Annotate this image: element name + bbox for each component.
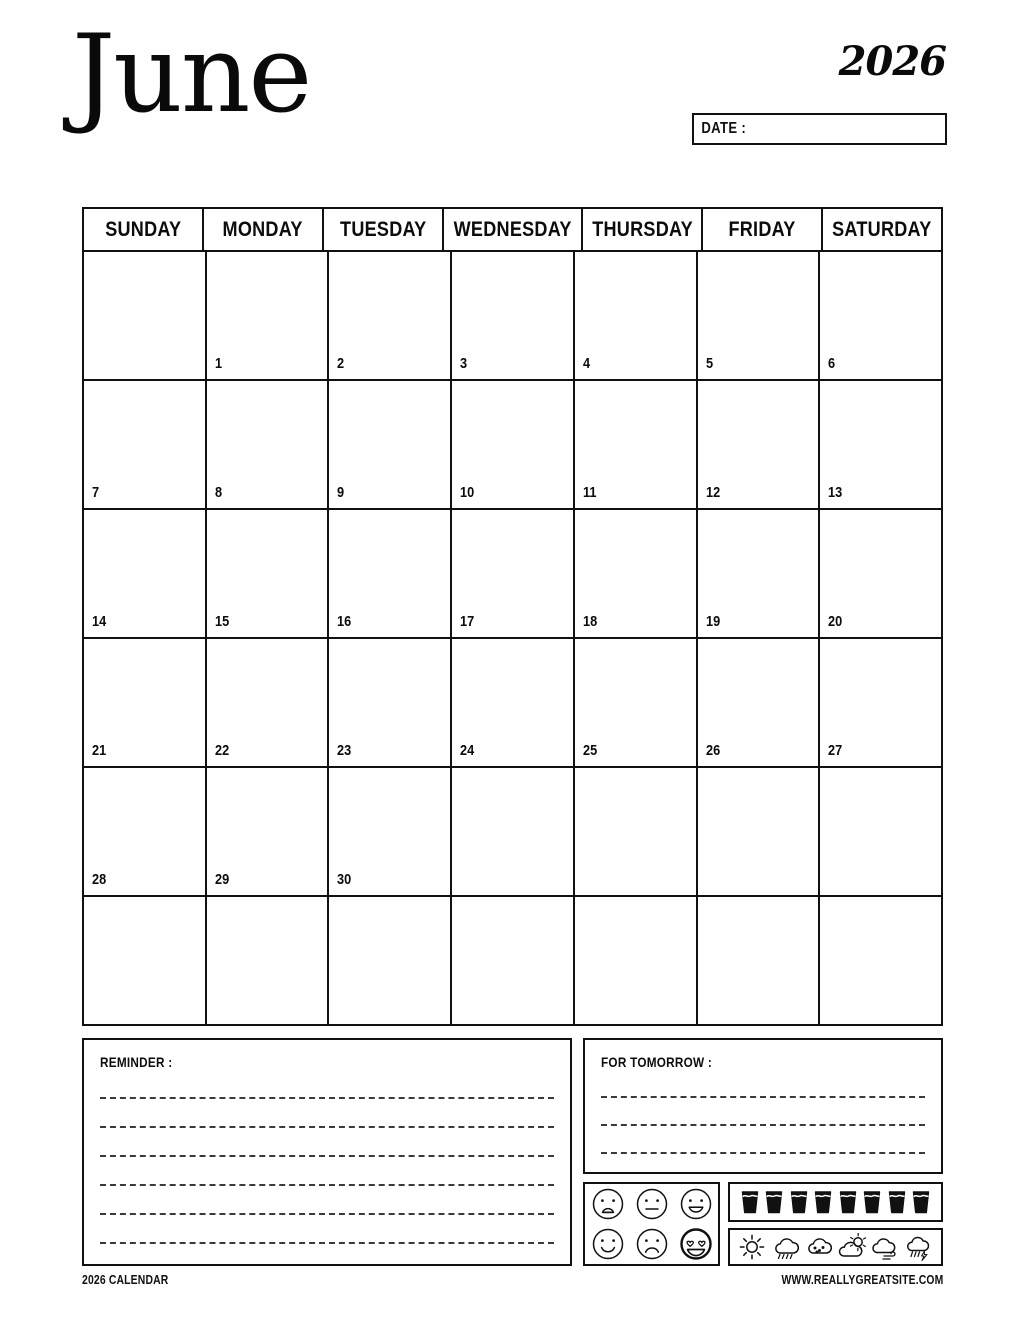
day-number: 21 <box>92 742 107 759</box>
calendar-day-cell[interactable] <box>84 897 207 1026</box>
page-footer <box>82 1272 943 1287</box>
wind-cloud-icon[interactable] <box>870 1233 900 1261</box>
mood-face-grid <box>588 1185 716 1263</box>
day-number: 15 <box>214 613 229 630</box>
day-number: 26 <box>705 742 720 759</box>
reminder-write-line[interactable] <box>100 1184 554 1186</box>
reminder-write-line[interactable] <box>100 1213 554 1215</box>
reminder-title: REMINDER : <box>100 1054 173 1070</box>
day-number: 7 <box>92 484 100 501</box>
water-glass-icon[interactable] <box>764 1189 784 1215</box>
water-glass-icon[interactable] <box>789 1189 809 1215</box>
water-glass-icon[interactable] <box>887 1189 907 1215</box>
calendar-day-cell[interactable] <box>207 381 330 510</box>
calendar-day-cell[interactable] <box>452 252 575 381</box>
weekday-header-cell <box>583 209 703 252</box>
day-number: 10 <box>460 484 475 501</box>
weekday-label: SUNDAY <box>104 217 182 241</box>
day-number: 12 <box>705 484 720 501</box>
sun-behind-cloud-icon[interactable] <box>837 1233 867 1261</box>
day-number: 1 <box>214 355 222 372</box>
calendar-day-cell[interactable] <box>820 897 943 1026</box>
calendar-day-cell[interactable] <box>329 381 452 510</box>
calendar-day-cell[interactable] <box>452 897 575 1026</box>
calendar-header-row <box>84 209 943 252</box>
calendar-day-cell[interactable] <box>207 510 330 639</box>
for-tomorrow-title: FOR TOMORROW : <box>601 1054 713 1070</box>
calendar-day-cell[interactable] <box>84 639 207 768</box>
reminder-write-line[interactable] <box>100 1097 554 1099</box>
date-input-field[interactable] <box>692 113 947 145</box>
calendar-day-cell[interactable] <box>698 510 821 639</box>
calendar-day-cell[interactable] <box>452 381 575 510</box>
footer-right-text: WWW.REALLYGREATSITE.COM <box>781 1272 943 1287</box>
footer-left-text: 2026 CALENDAR <box>82 1272 169 1287</box>
weekday-header-cell <box>703 209 823 252</box>
day-number: 23 <box>337 742 352 759</box>
calendar-day-cell[interactable] <box>575 897 698 1026</box>
calendar-day-cell[interactable] <box>820 510 943 639</box>
rain-cloud-icon[interactable] <box>771 1233 801 1261</box>
day-number: 22 <box>214 742 229 759</box>
weather-tracker-panel[interactable] <box>728 1228 943 1266</box>
weekday-label: MONDAY <box>222 217 304 241</box>
calendar-day-cell[interactable] <box>575 510 698 639</box>
day-number: 17 <box>460 613 475 630</box>
day-number: 29 <box>214 871 229 888</box>
reminder-write-line[interactable] <box>100 1126 554 1128</box>
reminder-panel[interactable] <box>82 1038 572 1266</box>
day-number: 16 <box>337 613 352 630</box>
weekday-label: WEDNESDAY <box>453 217 572 241</box>
day-number: 18 <box>582 613 598 630</box>
day-number: 28 <box>92 871 107 888</box>
bottom-panels <box>82 1038 943 1266</box>
calendar-day-cell[interactable] <box>698 768 821 897</box>
weekday-header-cell <box>823 209 943 252</box>
for-tomorrow-lines[interactable] <box>601 1096 925 1154</box>
calendar-day-cell[interactable] <box>452 768 575 897</box>
calendar-day-cell[interactable] <box>575 252 698 381</box>
water-tracker-panel[interactable] <box>728 1182 943 1222</box>
reminder-write-line[interactable] <box>100 1155 554 1157</box>
calendar-day-cell[interactable] <box>207 252 330 381</box>
day-number: 24 <box>460 742 475 759</box>
date-field-label: DATE : <box>701 120 747 137</box>
page-header <box>0 0 1024 190</box>
face-neutral-icon[interactable] <box>632 1185 672 1223</box>
calendar-day-cell[interactable] <box>329 897 452 1026</box>
day-number: 4 <box>582 355 590 372</box>
calendar-day-cell[interactable] <box>84 510 207 639</box>
for-tomorrow-panel[interactable] <box>583 1038 943 1174</box>
calendar-day-cell[interactable] <box>575 639 698 768</box>
reminder-write-line[interactable] <box>100 1242 554 1244</box>
face-grinning-icon[interactable] <box>676 1185 716 1223</box>
calendar-day-cell[interactable] <box>698 639 821 768</box>
day-number: 19 <box>705 613 720 630</box>
calendar-day-cell[interactable] <box>207 897 330 1026</box>
year-label: 2026 <box>838 38 946 85</box>
day-number: 2 <box>337 355 345 372</box>
thunderstorm-icon[interactable] <box>904 1233 934 1261</box>
calendar-day-cell[interactable] <box>575 768 698 897</box>
calendar-day-cell[interactable] <box>698 897 821 1026</box>
water-glass-icon[interactable] <box>740 1189 760 1215</box>
weekday-label: SATURDAY <box>832 217 932 241</box>
weekday-label: THURSDAY <box>591 217 693 241</box>
day-number: 11 <box>582 484 597 501</box>
calendar-day-cell[interactable] <box>452 639 575 768</box>
calendar-week-row <box>84 897 943 1026</box>
for-tomorrow-write-line[interactable] <box>601 1124 925 1126</box>
day-number: 6 <box>828 355 836 372</box>
face-frowning-icon[interactable] <box>632 1225 672 1263</box>
calendar-day-cell[interactable] <box>84 252 207 381</box>
day-number: 25 <box>582 742 598 759</box>
calendar-day-cell[interactable] <box>329 639 452 768</box>
calendar-day-cell[interactable] <box>207 768 330 897</box>
calendar-day-cell[interactable] <box>820 252 943 381</box>
for-tomorrow-write-line[interactable] <box>601 1152 925 1154</box>
for-tomorrow-write-line[interactable] <box>601 1096 925 1098</box>
water-glass-icon[interactable] <box>813 1189 833 1215</box>
weekday-header-cell <box>84 209 204 252</box>
calendar-week-row <box>84 768 943 897</box>
calendar-week-row <box>84 381 943 510</box>
weekday-label: TUESDAY <box>339 217 427 241</box>
day-number: 20 <box>828 613 843 630</box>
mood-tracker-panel[interactable] <box>583 1182 720 1266</box>
calendar-day-cell[interactable] <box>452 510 575 639</box>
calendar-grid <box>82 207 943 1026</box>
water-glass-icon[interactable] <box>838 1189 858 1215</box>
calendar-week-row <box>84 639 943 768</box>
weekday-header-cell <box>444 209 583 252</box>
face-smiling-icon[interactable] <box>588 1225 628 1263</box>
calendar-day-cell[interactable] <box>84 768 207 897</box>
weekday-label: FRIDAY <box>728 217 796 241</box>
calendar-day-cell[interactable] <box>329 252 452 381</box>
weekday-header-cell <box>204 209 324 252</box>
day-number: 9 <box>337 484 345 501</box>
sun-icon[interactable] <box>737 1233 767 1261</box>
calendar-day-cell[interactable] <box>329 768 452 897</box>
day-number: 8 <box>214 484 222 501</box>
calendar-day-cell[interactable] <box>329 510 452 639</box>
water-glass-icon[interactable] <box>911 1189 931 1215</box>
day-number: 5 <box>705 355 713 372</box>
calendar-day-cell[interactable] <box>575 381 698 510</box>
face-heart-eyes-icon[interactable] <box>676 1225 716 1263</box>
calendar-week-row <box>84 510 943 639</box>
calendar-day-cell[interactable] <box>820 381 943 510</box>
calendar-day-cell[interactable] <box>698 252 821 381</box>
calendar-day-cell[interactable] <box>820 639 943 768</box>
water-glass-icon[interactable] <box>862 1189 882 1215</box>
snow-cloud-icon[interactable] <box>804 1233 834 1261</box>
reminder-lines[interactable] <box>100 1097 554 1244</box>
day-number: 3 <box>460 355 468 372</box>
calendar-week-row <box>84 252 943 381</box>
day-number: 27 <box>828 742 843 759</box>
weekday-header-cell <box>324 209 444 252</box>
face-worried-open-mouth-icon[interactable] <box>588 1185 628 1223</box>
day-number: 30 <box>337 871 352 888</box>
calendar-day-cell[interactable] <box>698 381 821 510</box>
calendar-day-cell[interactable] <box>820 768 943 897</box>
day-number: 13 <box>828 484 843 501</box>
calendar-day-cell[interactable] <box>207 639 330 768</box>
day-number: 14 <box>92 613 107 630</box>
calendar-day-cell[interactable] <box>84 381 207 510</box>
month-title: June <box>72 12 311 137</box>
